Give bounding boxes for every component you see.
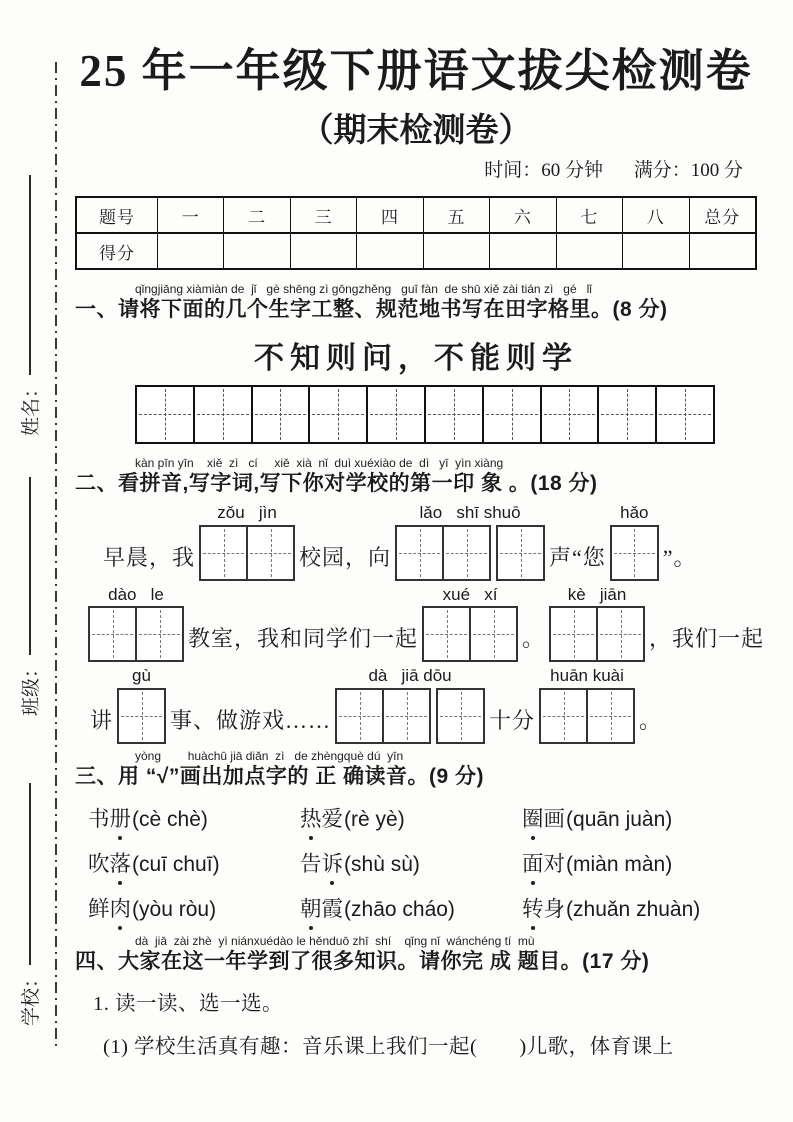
score-table-header-row (77, 198, 755, 234)
word-char: 诉 (322, 847, 344, 878)
score-table-header-cell: 一 (158, 198, 224, 234)
score-table-header-cell: 四 (357, 198, 423, 234)
pinyin-writing-cell (496, 525, 545, 581)
time-limit: 时间：60 分钟 (484, 160, 603, 181)
box-pinyin: lǎo shī shuō (419, 503, 521, 523)
score-table-header-cell: 七 (557, 198, 623, 234)
tianzige-cell (310, 387, 368, 442)
box-subgroup (395, 525, 491, 581)
pinyin-options: (rè yè) (344, 807, 405, 831)
pinyin-writing-cell (539, 688, 588, 744)
box-pinyin: hǎo (620, 503, 649, 523)
copy-phrase: 不知则问，不能则学 (254, 341, 578, 375)
pinyin-writing-cell (117, 688, 166, 744)
word-choice-item (522, 847, 757, 878)
box-subgroup (436, 688, 485, 744)
pinyin-box-group (422, 586, 518, 663)
score-table-header-cell: 五 (424, 198, 490, 234)
word-char: 画 (543, 806, 566, 831)
score-table-header-cell: 三 (291, 198, 357, 234)
box-cells (199, 525, 295, 581)
section-3-heading: 三、用 “√”画出加点字的 正 确读音。(9 分) (75, 765, 485, 789)
paper-subtitle: （期末检测卷） (300, 113, 532, 149)
word-char: 面 (522, 847, 544, 878)
score-cell (557, 234, 623, 268)
word-choice-grid (88, 802, 757, 923)
fill-text: 校园，向 (299, 544, 392, 570)
score-cell (357, 234, 423, 268)
tianzige-cell (426, 387, 484, 442)
word-choice-item (88, 802, 300, 833)
score-table-header-cell: 总分 (690, 198, 755, 234)
score-table-header-cell: 二 (224, 198, 290, 234)
box-subgroup (539, 688, 635, 744)
box-cells (610, 525, 659, 581)
box-subgroup (549, 606, 645, 662)
box-subgroup (335, 688, 431, 744)
box-pinyin: gù (132, 666, 151, 686)
score-cell (623, 234, 689, 268)
pinyin-writing-cell (610, 525, 659, 581)
fill-text: 。 (639, 708, 663, 734)
pinyin-writing-cell (442, 525, 491, 581)
pinyin-options: (zhāo cháo) (344, 897, 455, 921)
word-char: 落 (110, 847, 132, 878)
fill-text: ”。 (662, 544, 697, 570)
pinyin-writing-cell (335, 688, 384, 744)
tianzige-cell (657, 387, 713, 442)
box-cells (88, 606, 184, 662)
score-cell (424, 234, 490, 268)
box-pinyin: kè jiān (567, 584, 627, 604)
pinyin-box-group (335, 667, 485, 744)
box-pinyin: dào le (108, 584, 164, 604)
pinyin-options: (yòu ròu) (132, 897, 217, 921)
word-choice-item (522, 802, 757, 833)
pinyin-box-group (395, 504, 545, 581)
pinyin-options: (quān juàn) (566, 807, 673, 831)
box-pinyin: dà jiā dōu (368, 666, 452, 686)
seal-school-group (16, 783, 43, 1026)
box-cells (549, 606, 645, 662)
section-2-heading: 二、看拼音,写字词,写下你对学校的第一印 象 。(18 分) (75, 471, 598, 495)
box-cells (117, 688, 166, 744)
box-subgroup (422, 606, 518, 662)
section-3-pinyin: yòng huàchū jiā diǎn zì de zhèngquè dú yīn (135, 749, 404, 764)
pinyin-box-group (117, 667, 166, 744)
word-char: 册 (110, 802, 132, 833)
word-char: 热 (300, 802, 322, 833)
score-table-header-cell: 题号 (77, 198, 158, 234)
word-char: 爱 (321, 806, 344, 831)
seal-school-label: 学校： (21, 968, 42, 1026)
box-pinyin: zǒu jìn (217, 503, 277, 523)
exam-paper (75, 0, 765, 1059)
pinyin-box-group (549, 586, 645, 663)
score-table-header-cell: 六 (490, 198, 556, 234)
word-char: 告 (300, 851, 322, 876)
section-2 (75, 457, 757, 499)
pinyin-box-group (88, 586, 184, 663)
tianzige-cell (542, 387, 600, 442)
word-char: 肉 (110, 892, 132, 923)
pinyin-options: (cè chè) (132, 807, 208, 831)
pinyin-writing-cell (382, 688, 431, 744)
subquestion-1: 1. 读一读、选一选。 (93, 993, 283, 1016)
word-choice-item (300, 847, 522, 878)
pinyin-writing-cell (596, 606, 645, 662)
box-subgroup (199, 525, 295, 581)
word-char: 霞 (321, 896, 344, 921)
box-subgroup (610, 525, 659, 581)
pinyin-fill-lines (75, 503, 765, 744)
box-cells (539, 688, 635, 744)
score-cell (158, 234, 224, 268)
section-4-heading: 四、大家在这一年学到了很多知识。请你完 成 题目。(17 分) (75, 949, 650, 973)
word-choice-item (300, 892, 522, 923)
section-2-pinyin: kàn pīn yīn xiě zì cí xiě xià nǐ duì xuéxiào de dì yī yìn xiàng (135, 455, 504, 470)
pinyin-writing-cell (422, 606, 471, 662)
score-cell (690, 234, 755, 268)
tianzige-cell (137, 387, 195, 442)
word-choice-item (300, 802, 522, 833)
box-cells (422, 606, 518, 662)
section-1-pinyin: qǐngjiāng xiàmiàn de jǐ gè shēng zì gōngzhěng guī fàn de shū xiě zài tián zì gé lǐ (135, 282, 592, 296)
time-score-row (75, 155, 757, 182)
box-pinyin: xué xí (442, 584, 498, 604)
pinyin-options: (shù sù) (344, 852, 420, 876)
pinyin-writing-cell (586, 688, 635, 744)
pinyin-writing-cell (88, 606, 137, 662)
box-subgroup (117, 688, 166, 744)
score-cell (490, 234, 556, 268)
fill-text: ，我们一起 (649, 626, 765, 652)
fill-text: 。 (522, 626, 546, 652)
subquestion-1-item-1: (1) 学校生活真有趣：音乐课上我们一起( )儿歌，体育课上 (103, 1036, 674, 1059)
pinyin-writing-cell (436, 688, 485, 744)
name-blank-line (29, 175, 31, 375)
pinyin-writing-cell (246, 525, 295, 581)
section-3 (75, 750, 757, 792)
tianzige-cell (599, 387, 657, 442)
pinyin-options: (cuī chuī) (132, 852, 220, 876)
word-char: 朝 (300, 892, 322, 923)
section-4-pinyin: dà jiā zài zhè yì niánxuédào le hěnduō zhī shí qǐng nǐ wánchéng tí mù (135, 933, 535, 948)
writing-grid (135, 385, 715, 444)
fill-line (75, 584, 765, 663)
seal-name-label: 姓名： (21, 378, 42, 436)
pinyin-writing-cell (395, 525, 444, 581)
school-blank-line (29, 783, 31, 965)
paper-title: 25 年一年级下册语文拔尖检测卷 (79, 46, 753, 96)
pinyin-box-group (539, 667, 635, 744)
pinyin-box-group (199, 504, 295, 581)
fill-text: 声“您 (549, 544, 606, 570)
tianzige-cell (484, 387, 542, 442)
pinyin-writing-cell (135, 606, 184, 662)
fill-line (75, 667, 757, 744)
score-table (75, 196, 757, 270)
word-choice-item (88, 847, 300, 878)
word-char: 对 (543, 851, 566, 876)
fill-text: 教室，我和同学们一起 (188, 626, 419, 652)
box-pinyin: huān kuài (550, 666, 624, 686)
seal-name-group (16, 175, 43, 436)
fill-line (75, 504, 757, 581)
section-1 (75, 283, 757, 325)
fill-text: 事、做游戏…… (170, 708, 332, 734)
word-char: 吹 (88, 851, 110, 876)
class-blank-line (29, 477, 31, 655)
score-cell (224, 234, 290, 268)
score-table-header-cell: 八 (623, 198, 689, 234)
word-choice-item (88, 892, 300, 923)
box-subgroup (496, 525, 545, 581)
seal-dashdot-line (55, 62, 57, 1047)
pinyin-options: (zhuǎn zhuàn) (566, 897, 701, 921)
word-char: 书 (88, 806, 110, 831)
seal-class-group (16, 477, 43, 716)
fill-text: 讲 (90, 708, 114, 734)
score-table-score-row (77, 234, 755, 268)
word-choice-item (522, 892, 757, 923)
tianzige-cell (195, 387, 253, 442)
section-4 (75, 935, 757, 977)
box-cells (335, 688, 485, 744)
box-cells (395, 525, 545, 581)
pinyin-writing-cell (199, 525, 248, 581)
pinyin-options: (miàn màn) (566, 852, 673, 876)
box-subgroup (88, 606, 184, 662)
section-1-heading: 一、请将下面的几个生字工整、规范地书写在田字格里。(8 分) (75, 298, 668, 322)
pinyin-writing-cell (469, 606, 518, 662)
tianzige-cell (253, 387, 311, 442)
tianzige-cell (368, 387, 426, 442)
pinyin-writing-cell (549, 606, 598, 662)
score-cell (291, 234, 357, 268)
full-score: 满分：100 分 (633, 160, 743, 181)
fill-text: 十分 (489, 708, 536, 734)
fill-text: 早晨，我 (103, 544, 196, 570)
word-char: 转 (522, 892, 544, 923)
score-row-label: 得分 (77, 234, 158, 268)
seal-class-label: 班级： (21, 658, 42, 716)
word-char: 圈 (522, 802, 544, 833)
word-char: 鲜 (88, 896, 110, 921)
pinyin-box-group (610, 504, 659, 581)
word-char: 身 (543, 896, 566, 921)
